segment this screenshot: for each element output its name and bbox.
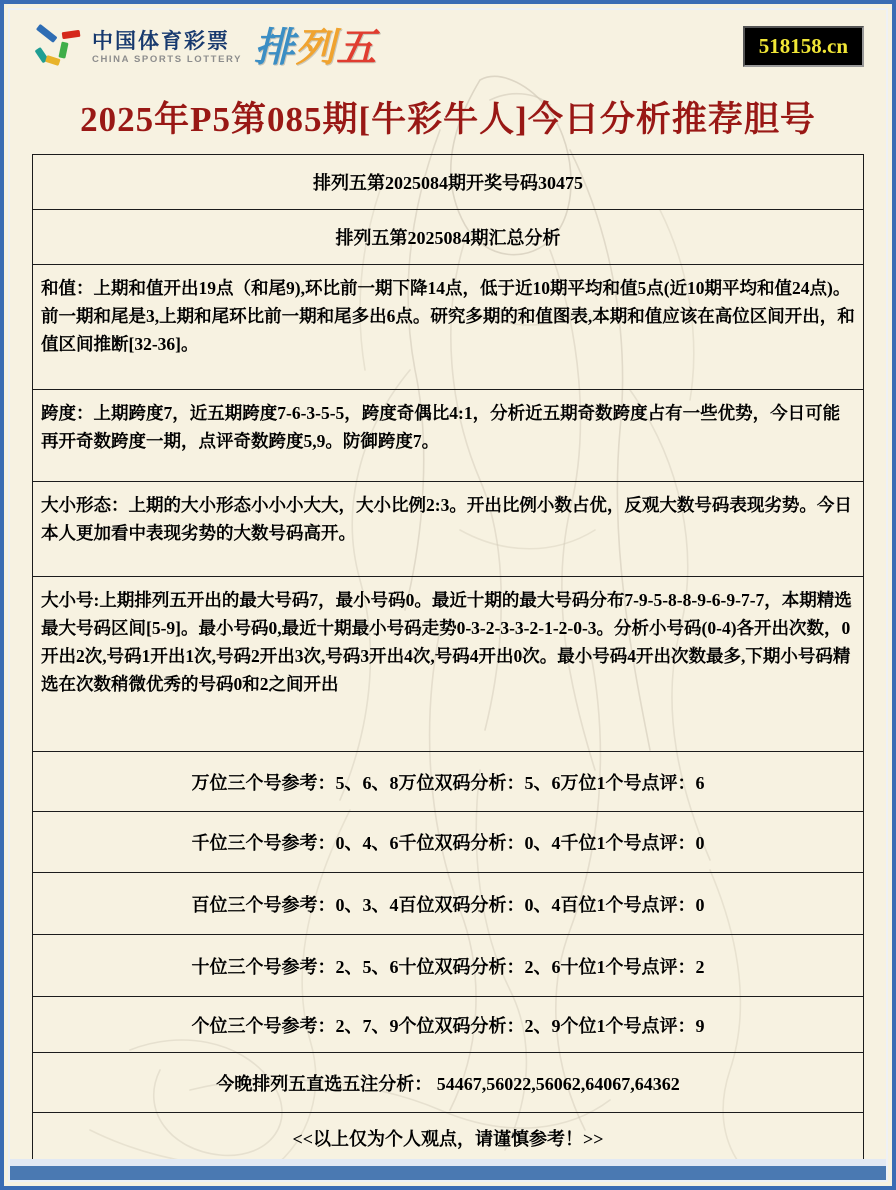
row-span-analysis: 跨度：上期跨度7，近五期跨度7-6-3-5-5，跨度奇偶比4:1，分析近五期奇数跨度占有一些优势，今日可能再开奇数跨度一期，点评奇数跨度5,9。防御跨度7。 <box>33 390 863 482</box>
footer-blue-bar <box>10 1166 886 1180</box>
china-sports-lottery-logo <box>32 24 377 72</box>
row-bai-position: 百位三个号参考：0、3、4百位双码分析：0、4百位1个号点评：0 <box>33 873 863 935</box>
row-ge-position: 个位三个号参考：2、7、9个位双码分析：2、9个位1个号点评：9 <box>33 997 863 1053</box>
product-char-wu: 五 <box>336 26 378 70</box>
row-size-pattern: 大小形态：上期的大小形态小小小大大，大小比例2:3。开出比例小数占优，反观大数号码表现劣势。今日本人更加看中表现劣势的大数号码高开。 <box>33 482 863 577</box>
footer-light-strip <box>10 1159 886 1166</box>
brand-name-en: CHINA SPORTS LOTTERY <box>92 54 243 66</box>
product-name-pailiewu <box>254 26 377 70</box>
site-watermark-badge: 518158.cn <box>743 26 864 67</box>
row-summary-heading: 排列五第2025084期汇总分析 <box>33 210 863 265</box>
analysis-table <box>32 154 864 1164</box>
page-inner <box>8 8 888 1182</box>
brand-name-cn: 中国体育彩票 <box>92 30 230 54</box>
row-wan-position: 万位三个号参考：5、6、8万位双码分析：5、6万位1个号点评：6 <box>33 752 863 812</box>
header <box>10 10 886 82</box>
row-direct-picks: 今晚排列五直选五注分析： 54467,56022,56062,64067,64362 <box>33 1053 863 1113</box>
row-shi-position: 十位三个号参考：2、5、6十位双码分析：2、6十位1个号点评：2 <box>33 935 863 997</box>
row-max-min-number: 大小号:上期排列五开出的最大号码7，最小号码0。最近十期的最大号码分布7-9-5-8-8-9-6-9-7-7，本期精选最大号码区间[5-9]。最小号码0,最近十期最小号码走势0-3-2-3-3-2-1-2-0-3。分析小号码(0-4)各开出次数，0开出2次,号码1开出1次,号码2开出3次,号码3开出4次,号码4开出0次。最小号码4开出次数最多,下期小号码精选在次数稍微优秀的号码0和2之间开出 <box>33 577 863 752</box>
page-title: 2025年P5第085期[牛彩牛人]今日分析推荐胆号 <box>80 100 816 139</box>
row-disclaimer: <<以上仅为个人观点，请谨慎参考！>> <box>292 1129 604 1149</box>
brand-text <box>92 31 242 65</box>
row-sum-analysis: 和值：上期和值开出19点（和尾9),环比前一期下降14点，低于近10期平均和值5点(近10期平均和值24点)。前一期和尾是3,上期和尾环比前一期和尾多出6点。研究多期的和值图表,本期和值应该在高位区间开出，和值区间推断[32-36]。 <box>33 265 863 390</box>
row-draw-result: 排列五第2025084期开奖号码30475 <box>33 155 863 210</box>
product-char-pai: 排 <box>254 26 296 70</box>
row-qian-position: 千位三个号参考：0、4、6千位双码分析：0、4千位1个号点评：0 <box>33 812 863 873</box>
sports-lottery-mark-icon <box>32 24 84 72</box>
product-char-lie: 列 <box>295 26 337 70</box>
